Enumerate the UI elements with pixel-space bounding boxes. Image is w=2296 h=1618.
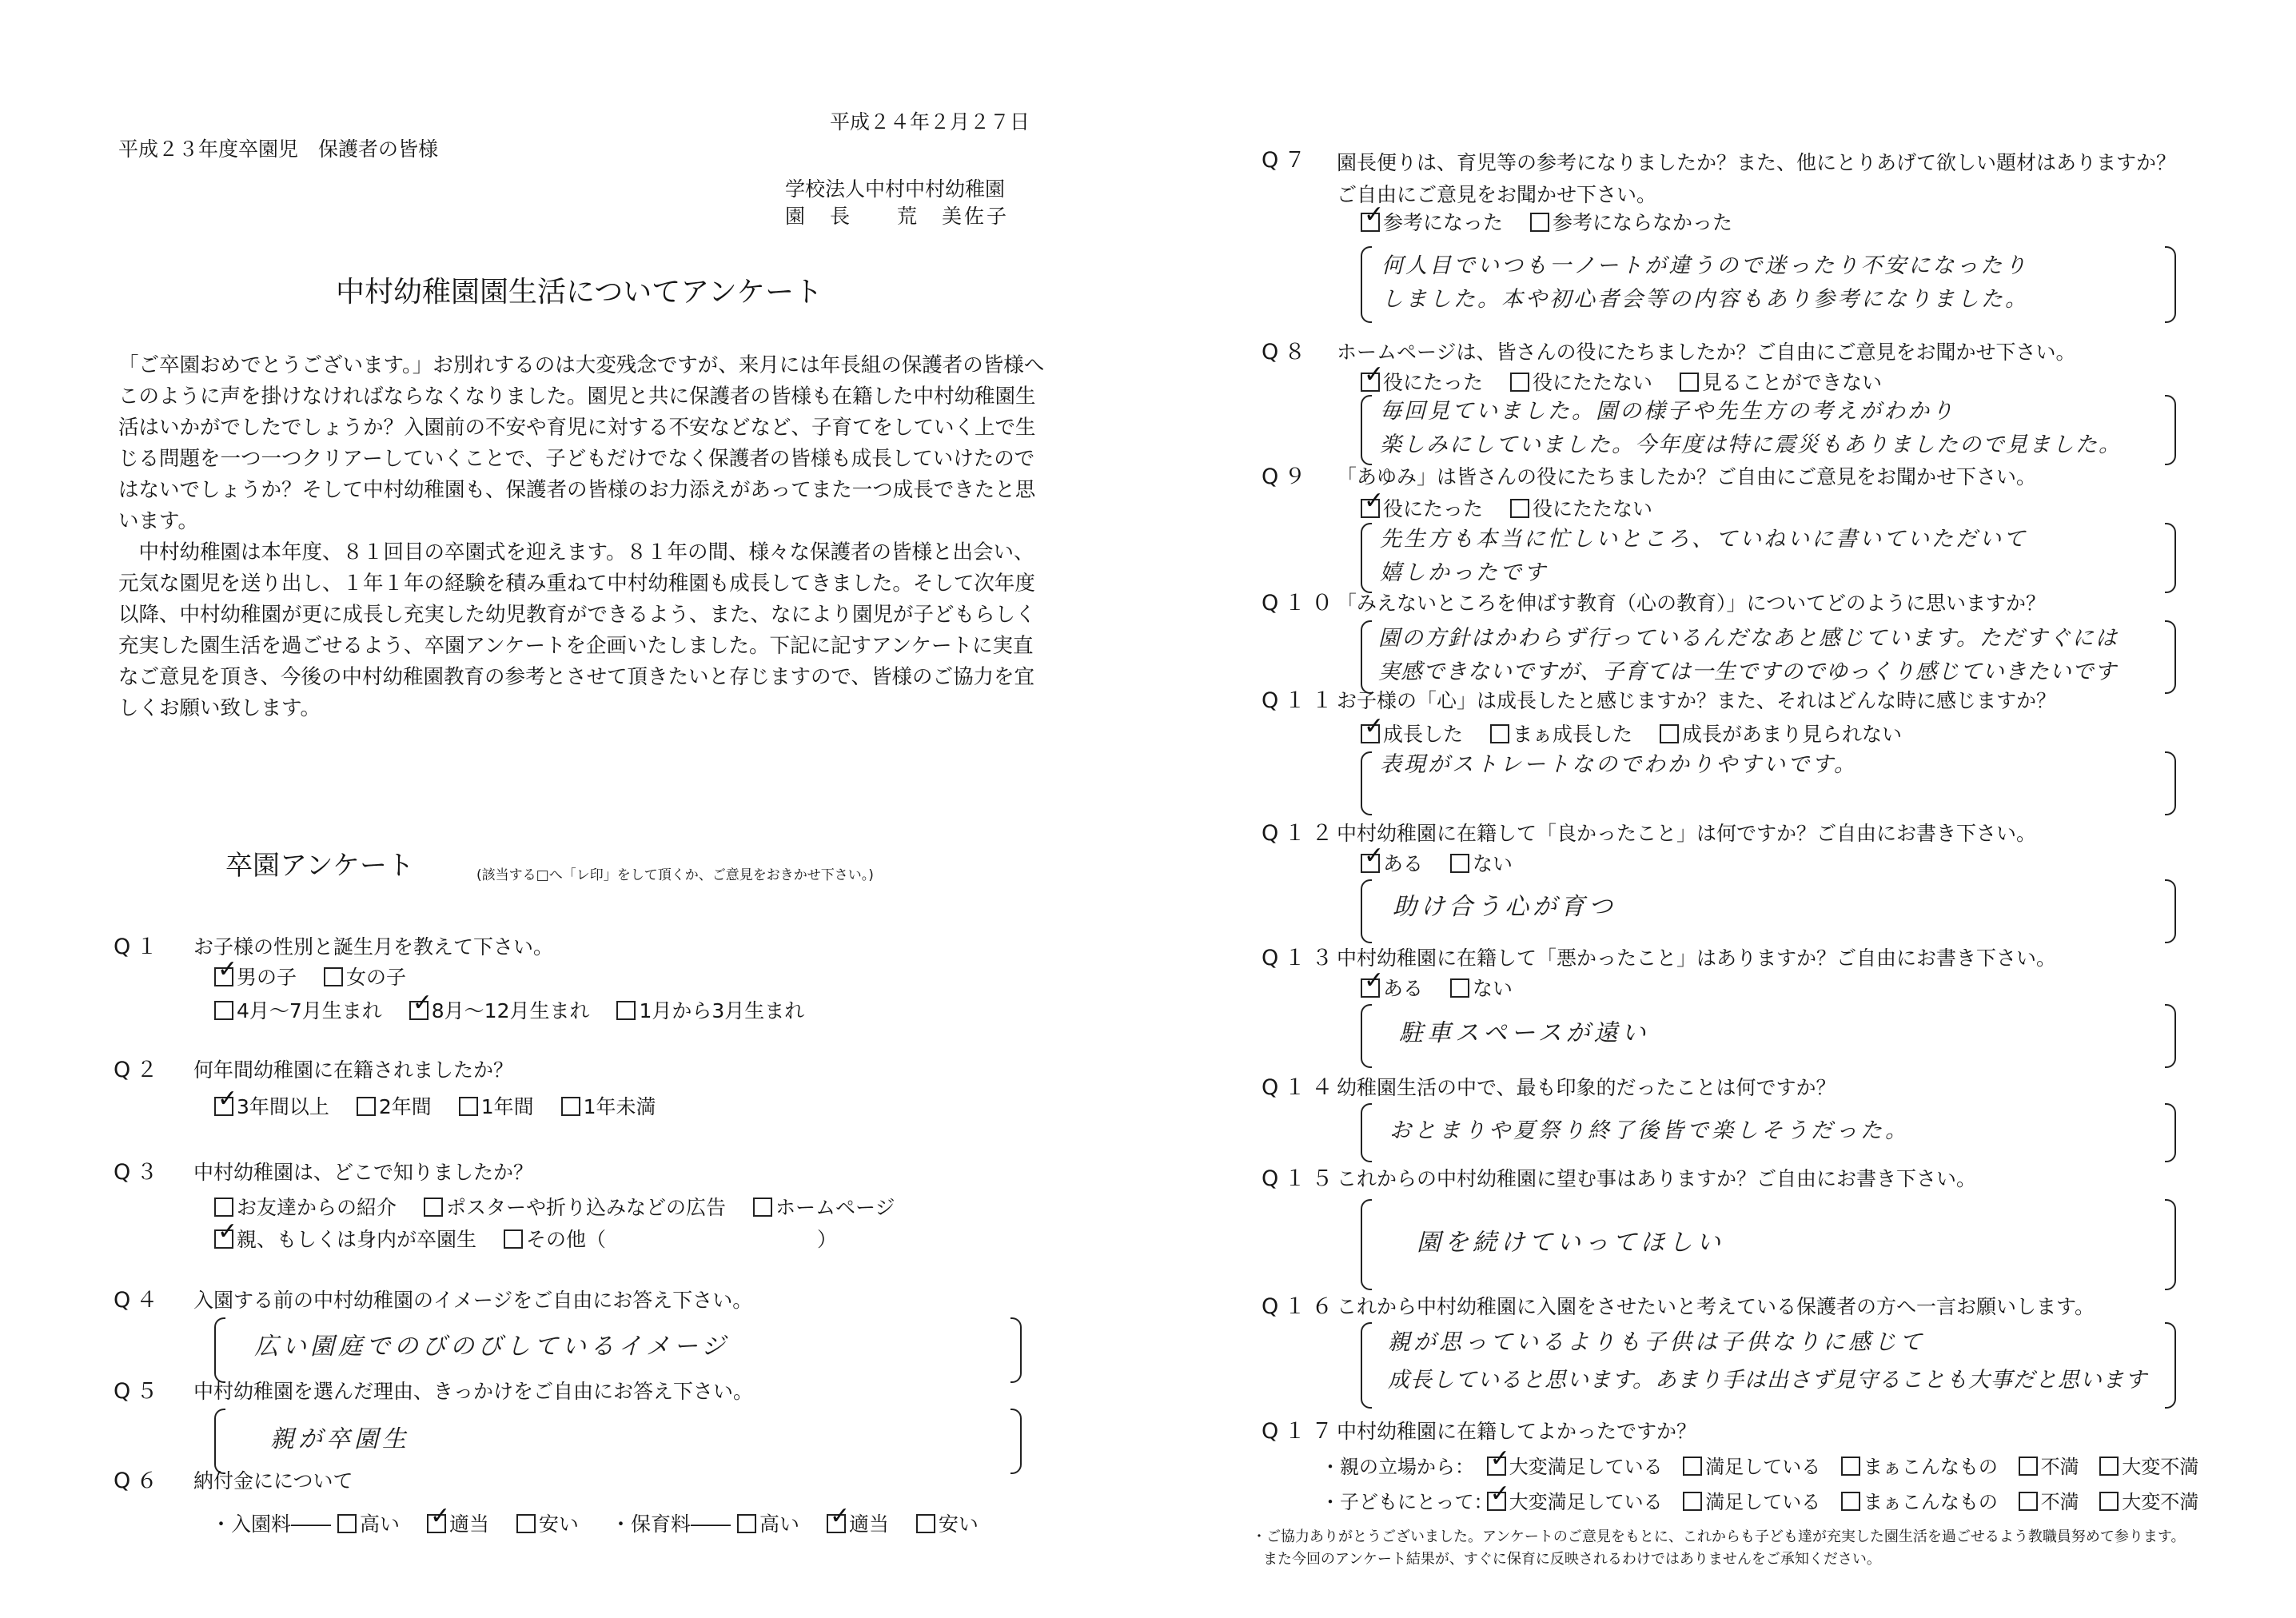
- q10-number: Q１０: [1262, 591, 1339, 616]
- checkbox[interactable]: [1530, 213, 1549, 232]
- checkbox[interactable]: [737, 1514, 756, 1533]
- q11-option-not-much[interactable]: 成長があまり見られない: [1660, 723, 1902, 746]
- q17a-option-very-satisfied[interactable]: ✓ 大変満足している: [1487, 1456, 1663, 1478]
- checkbox[interactable]: [424, 1198, 443, 1217]
- q6a-option-cheap[interactable]: 安い: [516, 1512, 579, 1536]
- checkbox-checked[interactable]: [409, 1001, 429, 1020]
- q15-number: Q１５: [1262, 1166, 1339, 1191]
- intro-paragraph: 中村幼稚園は本年度、８１回目の卒園式を迎えます。８１年の間、様々な保護者の皆様と出会い、元気な園児を送り出し、１年１年の経験を積み重ねて中村幼稚園も成長してきました。そして次年度以降、中村幼稚園が更に成長し充実した幼児教育ができるよう、また、なにより園児が子どもらしく充実した園生活を過ごせるよう、卒園アンケートを企画いたしました。下記に記すアンケートに実直なご意見を頂き、今後の中村幼稚園教育の参考とさせて頂きたいと存じますので、皆様のご協力を宜しくお願い致します。: [118, 540, 1036, 720]
- checkbox-checked[interactable]: [214, 1097, 233, 1116]
- director-name: 園 長 荒 美佐子: [785, 205, 1010, 228]
- q8-option-not-useful[interactable]: 役にたたない: [1510, 371, 1652, 394]
- checkbox[interactable]: [1841, 1492, 1860, 1511]
- checkbox[interactable]: [2019, 1492, 2038, 1511]
- checkbox[interactable]: [1490, 724, 1509, 743]
- checkbox-checked[interactable]: [1361, 373, 1380, 392]
- q13-option-yes[interactable]: ✓ある: [1361, 977, 1423, 1000]
- q11-option-somewhat[interactable]: まぁ成長した: [1490, 723, 1632, 746]
- q15-answer: 園を続けていってほしい: [1417, 1229, 1724, 1257]
- q3-option-friend[interactable]: お友達からの紹介: [214, 1196, 397, 1219]
- q2-options: [214, 1094, 676, 1121]
- q8-answer-box[interactable]: [1361, 395, 2176, 465]
- q7-text: 園長便りは、育児等の参考になりましたか？また、他にとりあげて欲しい題材はありますか？ご自由にご意見をお聞かせ下さい。: [1337, 151, 2177, 206]
- q1-option-jan-mar[interactable]: 1月から3月生まれ: [616, 999, 804, 1022]
- q5-answer-box[interactable]: [214, 1409, 1022, 1474]
- q7-options: [1361, 209, 1753, 237]
- q2-option-3yrs[interactable]: ✓3年間以上: [214, 1095, 329, 1118]
- q17-text: 中村幼稚園に在籍してよかったですか？: [1337, 1420, 1697, 1443]
- intro-paragraph: 「ご卒園おめでとうございます。」お別れするのは大変残念ですが、来月には年長組の保護者の皆様へこのように声を掛けなければならなくなりました。園児と共に保護者の皆様も在籍した中村幼稚園生活はいかがでしたでしょうか？入園前の不安や育児に対する不安などなど、子育てをしていく上で生じる問題を一つ一つクリアーしていくことで、子どもだけでなく保護者の皆様も成長していけたのではないでしょうか？そして中村幼稚園も、保護者の皆様のお力添えがあってまた一つ成長できたと思います。: [118, 353, 1045, 533]
- q7-answer-line: しました。本や初心者会等の内容もあり参考になりました。: [1381, 287, 2029, 312]
- q10-answer-line: 園の方針はかわらず行っているんだなあと感じています。ただすぐには: [1378, 626, 2119, 651]
- q7-answer-line: 何人目でいつも一ノートが違うので迷ったり不安になったり: [1381, 253, 2029, 278]
- q5-text: 中村幼稚園を選んだ理由、きっかけをご自由にお答え下さい。: [193, 1380, 754, 1403]
- checkbox[interactable]: [1680, 373, 1699, 392]
- addressee: 平成２３年度卒園児 保護者の皆様: [118, 137, 439, 161]
- checkbox-checked[interactable]: [1361, 499, 1380, 518]
- q6a-option-fair[interactable]: ✓ 適当: [427, 1512, 489, 1536]
- q4-number: Q４: [114, 1288, 164, 1313]
- q8-option-cannot-view[interactable]: 見ることができない: [1680, 371, 1882, 394]
- q9-option-not-useful[interactable]: 役にたたない: [1510, 497, 1652, 520]
- q1-option-apr-jul[interactable]: 4月～7月生まれ: [214, 999, 382, 1022]
- checkbox[interactable]: [337, 1514, 357, 1533]
- q6-enrollment-fee: ・入園料―― 高い ✓ 適当 安い: [211, 1511, 600, 1538]
- q3-option-ad[interactable]: ポスターや折り込みなどの広告: [424, 1196, 726, 1219]
- checkbox[interactable]: [459, 1097, 478, 1116]
- q9-text: 「あゆみ」は皆さんの役にたちましたか？ご自由にご意見をお聞かせ下さい。: [1337, 465, 2037, 488]
- q13-options: [1361, 975, 1533, 1002]
- q1-option-boy[interactable]: ✓男の子: [214, 966, 297, 989]
- checkbox[interactable]: [616, 1001, 636, 1020]
- q2-text: 何年間幼稚園に在籍されましたか？: [193, 1058, 514, 1082]
- q4-answer: 広い園庭でのびのびしているイメージ: [254, 1333, 730, 1361]
- q11-answer-box[interactable]: [1361, 751, 2176, 815]
- q3-options-row1: [214, 1194, 915, 1221]
- q10-answer-line: 実感できないですが、子育ては一生ですのでゆっくり感じていきたいです: [1378, 660, 2117, 684]
- checkbox[interactable]: [1683, 1457, 1702, 1476]
- q6-tuition-fee: ・保育料―― 高い ✓ 適当 安い: [611, 1511, 999, 1538]
- q2-number: Q２: [114, 1058, 164, 1082]
- q13-number: Q１３: [1262, 946, 1339, 970]
- checkbox[interactable]: [1510, 373, 1529, 392]
- q3-number: Q３: [114, 1160, 164, 1185]
- q3-options-row2: [214, 1226, 627, 1253]
- checkbox[interactable]: [561, 1097, 580, 1116]
- q9-options: [1361, 496, 1673, 523]
- checkbox-checked[interactable]: [427, 1514, 446, 1533]
- survey-title: 卒園アンケート: [225, 850, 414, 882]
- q12-answer: 助け合う心が育つ: [1393, 893, 1616, 921]
- checkbox[interactable]: [1683, 1492, 1702, 1511]
- q11-text: お子様の「心」は成長したと感じますか？また、それはどんな時に感じますか？: [1337, 689, 2057, 712]
- checkbox-checked[interactable]: [1361, 724, 1380, 743]
- q16-number: Q１６: [1262, 1294, 1339, 1319]
- q14-answer-box[interactable]: [1361, 1103, 2176, 1162]
- q16-answer-line: 親が思っているよりも子供は子供なりに感じて: [1388, 1329, 1926, 1355]
- q6-text: 納付金にについて: [193, 1469, 353, 1492]
- q8-number: Q８: [1262, 340, 1312, 365]
- q6b-option-fair[interactable]: ✓ 適当: [827, 1512, 889, 1536]
- checkbox-checked[interactable]: [1361, 978, 1380, 998]
- organization-name: 学校法人中村中村幼稚園: [785, 177, 1006, 201]
- checkbox[interactable]: [214, 1001, 233, 1020]
- checkbox-checked[interactable]: [214, 967, 233, 986]
- q8-options: [1361, 369, 1903, 397]
- document-date: 平成２４年２月２７日: [830, 110, 1030, 134]
- q17b-option-so-so[interactable]: まぁこんなもの: [1841, 1491, 1998, 1513]
- q2-option-1yr[interactable]: 1年間: [459, 1095, 534, 1118]
- q17-number: Q１７: [1262, 1419, 1339, 1444]
- q11-options: [1361, 721, 1923, 748]
- checkbox[interactable]: [1841, 1457, 1860, 1476]
- q13-answer-box[interactable]: [1361, 1004, 2176, 1068]
- q15-answer-box[interactable]: [1361, 1199, 2176, 1290]
- q1-number: Q１: [114, 935, 164, 959]
- q8-answer-line: 楽しみにしていました。今年度は特に震災もありましたので見ました。: [1380, 432, 2122, 457]
- survey-note: (該当する□へ「レ印」をして頂くか、ご意見をおきかせ下さい。): [476, 867, 874, 883]
- q16-answer-box[interactable]: [1361, 1322, 2176, 1409]
- q11-option-grew[interactable]: ✓成長した: [1361, 723, 1463, 746]
- q5-number: Q５: [114, 1379, 164, 1404]
- q17b-option-satisfied[interactable]: 満足している: [1683, 1491, 1820, 1513]
- checkbox[interactable]: [916, 1514, 935, 1533]
- checkbox[interactable]: [357, 1097, 376, 1116]
- q14-text: 幼稚園生活の中で、最も印象的だったことは何ですか？: [1337, 1076, 1836, 1099]
- q13-option-no[interactable]: ない: [1450, 977, 1513, 1000]
- q6b-option-cheap[interactable]: 安い: [916, 1512, 979, 1536]
- checkbox-checked[interactable]: [1361, 854, 1380, 873]
- footer-note: また今回のアンケート結果が、すぐに保育に反映されるわけではありませんをご承知ください。: [1263, 1551, 1881, 1568]
- q17b-option-dissatisfied[interactable]: 不満: [2019, 1491, 2079, 1513]
- q1-option-girl[interactable]: 女の子: [324, 966, 406, 989]
- q17b-option-very-satisfied[interactable]: ✓ 大変満足している: [1487, 1491, 1663, 1513]
- checkbox-checked[interactable]: [1487, 1457, 1506, 1476]
- q17-child-row: ・子どもにとって： ✓ 大変満足している 満足している まぁこんなもの 不満 大変不満: [1321, 1488, 2198, 1516]
- q16-answer-line: 成長していると思います。あまり手は出さず見守ることも大事だと思います: [1388, 1368, 2147, 1393]
- q1-option-aug-dec[interactable]: ✓ 8月～12月生まれ: [409, 999, 590, 1022]
- q17a-option-so-so[interactable]: まぁこんなもの: [1841, 1456, 1998, 1478]
- q12-text: 中村幼稚園に在籍して「良かったこと」は何ですか？ご自由にお書き下さい。: [1337, 822, 2037, 845]
- q3-option-other[interactable]: その他（: [504, 1228, 606, 1251]
- q11-answer: 表現がストレートなのでわかりやすいです。: [1380, 752, 1858, 777]
- checkbox[interactable]: [1450, 978, 1469, 998]
- q12-option-no[interactable]: ない: [1450, 852, 1513, 875]
- q1-birth-options: [214, 998, 825, 1025]
- q2-option-under1[interactable]: 1年未満: [561, 1095, 656, 1118]
- checkbox-checked[interactable]: [1487, 1492, 1506, 1511]
- checkbox[interactable]: [324, 967, 343, 986]
- q12-options: [1361, 851, 1533, 878]
- q8-text: ホームページは、皆さんの役にたちましたか？ご自由にご意見をお聞かせ下さい。: [1337, 341, 2076, 364]
- checkbox[interactable]: [1510, 499, 1529, 518]
- checkbox-checked[interactable]: [1361, 213, 1380, 232]
- q13-text: 中村幼稚園に在籍して「悪かったこと」はありますか？ご自由にお書き下さい。: [1337, 946, 2057, 970]
- q9-answer-line: 先生方も本当に忙しいところ、ていねいに書いていただいて: [1380, 527, 2027, 552]
- checkbox[interactable]: [516, 1514, 536, 1533]
- q6b-option-high[interactable]: 高い: [737, 1512, 799, 1536]
- q10-answer-box[interactable]: [1361, 620, 2176, 694]
- checkbox[interactable]: [1450, 854, 1469, 873]
- q15-text: これからの中村幼稚園に望む事はありますか？ご自由にお書き下さい。: [1337, 1167, 1977, 1190]
- q7-number: Q７: [1262, 148, 1312, 173]
- q12-option-yes[interactable]: ✓ある: [1361, 852, 1423, 875]
- checkbox[interactable]: [2099, 1457, 2119, 1476]
- q7-option-useful[interactable]: ✓参考になった: [1361, 211, 1503, 234]
- q12-number: Q１２: [1262, 821, 1339, 846]
- q3-text: 中村幼稚園は、どこで知りましたか？: [193, 1161, 534, 1184]
- q8-answer-line: 毎回見ていました。園の様子や先生方の考えがわかり: [1380, 399, 1955, 424]
- q1-gender-options: [214, 964, 427, 991]
- checkbox-checked[interactable]: [827, 1514, 846, 1533]
- q17a-option-very-dissatisfied[interactable]: 大変不満: [2099, 1456, 2198, 1478]
- q3-option-alumni[interactable]: ✓親、もしくは身内が卒園生: [214, 1228, 476, 1251]
- q3-close-paren: ）: [817, 1228, 838, 1251]
- q17-parent-row: ・親の立場から： ✓ 大変満足している 満足している まぁこんなもの 不満 大変不満: [1321, 1453, 2198, 1481]
- q9-number: Q９: [1262, 464, 1312, 489]
- q5-answer: 親が卒園生: [270, 1425, 410, 1453]
- checkbox-checked[interactable]: [214, 1229, 233, 1249]
- q10-text: 「みえないところを伸ばす教育（心の教育）」についてどのように思いますか？: [1337, 592, 2047, 615]
- page-title: 中村幼稚園園生活についてアンケート: [336, 276, 823, 309]
- q6a-option-high[interactable]: 高い: [337, 1512, 400, 1536]
- q9-answer-line: 嬉しかったです: [1380, 560, 1548, 585]
- q8-option-useful[interactable]: ✓役にたった: [1361, 371, 1483, 394]
- q16-text: これから中村幼稚園に入園をさせたいと考えている保護者の方へ一言お願いします。: [1337, 1295, 2095, 1318]
- q3-option-homepage[interactable]: ホームページ: [753, 1196, 895, 1219]
- checkbox[interactable]: [1660, 724, 1679, 743]
- checkbox[interactable]: [753, 1198, 772, 1217]
- intro-text: [118, 350, 1046, 724]
- checkbox[interactable]: [2099, 1492, 2119, 1511]
- q6-number: Q６: [114, 1469, 164, 1493]
- q12-answer-box[interactable]: [1361, 879, 2176, 943]
- checkbox[interactable]: [504, 1229, 523, 1249]
- q2-option-2yrs[interactable]: 2年間: [357, 1095, 432, 1118]
- checkbox[interactable]: [2019, 1457, 2038, 1476]
- q1-text: お子様の性別と誕生月を教えて下さい。: [193, 935, 554, 958]
- q14-answer: おとまりや夏祭り終了後皆で楽しそうだった。: [1389, 1118, 1910, 1143]
- q4-answer-box[interactable]: [214, 1317, 1022, 1383]
- q11-number: Q１１: [1262, 688, 1339, 713]
- q7-option-not-useful[interactable]: 参考にならなかった: [1530, 211, 1732, 234]
- q7-answer-box[interactable]: [1361, 246, 2176, 323]
- q17a-option-satisfied[interactable]: 満足している: [1683, 1456, 1820, 1478]
- q14-number: Q１４: [1262, 1075, 1339, 1100]
- q9-option-useful[interactable]: ✓役にたった: [1361, 497, 1483, 520]
- q17b-option-very-dissatisfied[interactable]: 大変不満: [2099, 1491, 2198, 1513]
- footer-note: ・ご協力ありがとうございました。アンケートのご意見をもとに、これからも子ども達が充実した園生活を過ごせるよう教職員努めて参ります。: [1252, 1528, 2186, 1545]
- q17a-option-dissatisfied[interactable]: 不満: [2019, 1456, 2079, 1478]
- q9-answer-box[interactable]: [1361, 523, 2176, 593]
- q13-answer: 駐車スペースが遠い: [1399, 1019, 1650, 1047]
- q4-text: 入園する前の中村幼稚園のイメージをご自由にお答え下さい。: [193, 1289, 753, 1312]
- checkbox[interactable]: [214, 1198, 233, 1217]
